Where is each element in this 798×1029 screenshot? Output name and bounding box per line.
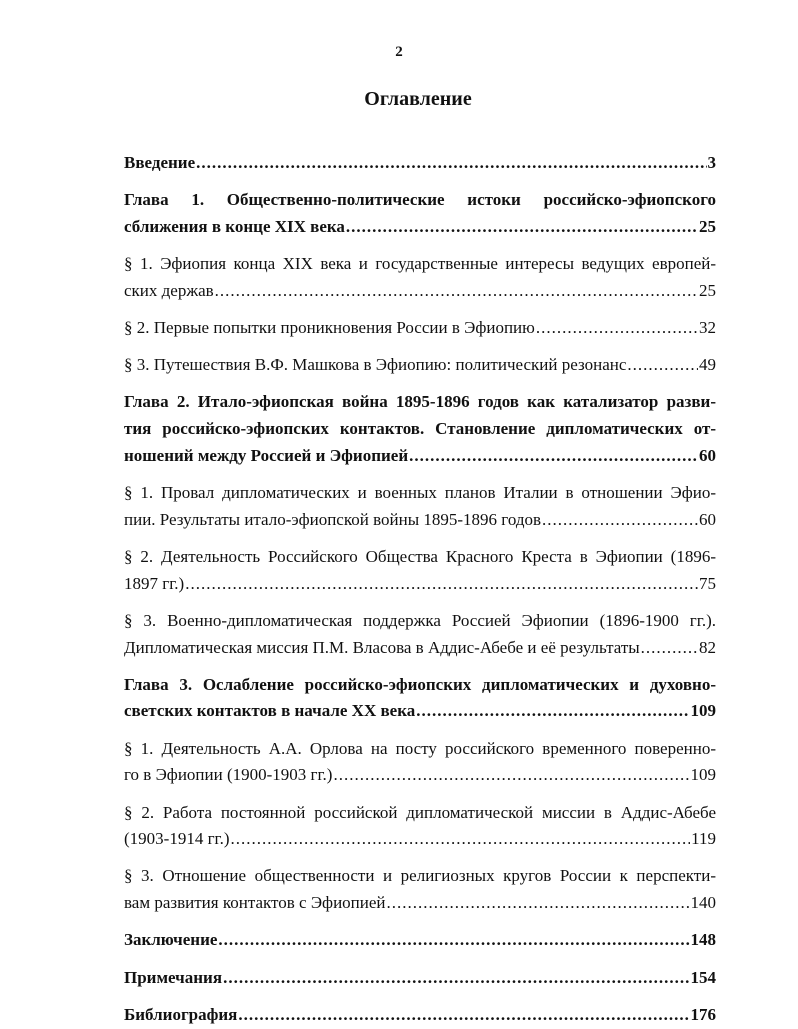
toc-entry-text: пии. Результаты итало-эфиопской войны 1895-1896 годов — [124, 509, 542, 529]
toc-entry-line — [124, 315, 716, 342]
dot-leader — [196, 150, 706, 177]
toc-page-number: 154 — [690, 967, 716, 987]
dot-leader — [542, 507, 698, 534]
dot-leader — [185, 571, 698, 598]
toc-entry-line — [124, 251, 716, 278]
toc-page-number: 109 — [690, 765, 716, 785]
dot-leader — [627, 352, 698, 379]
toc-entry-text: § 2. Деятельность Российского Общества Красного Креста в Эфиопии (1896- — [124, 546, 716, 566]
toc-entry-line — [124, 389, 716, 416]
toc-entry-text: тия российско-эфиопских контактов. Становление дипломатических от- — [124, 419, 716, 439]
dot-leader — [218, 927, 689, 954]
toc-page-number: 3 — [707, 153, 716, 172]
toc-entry-line — [124, 762, 716, 789]
dot-leader — [387, 890, 690, 917]
toc-entry-text: Глава 2. Итало-эфиопская война 1895-1896 годов как катализатор разви- — [124, 392, 716, 412]
toc-page-number: 32 — [699, 318, 716, 338]
toc-entry-text: § 3. Военно-дипломатическая поддержка Россией Эфиопии (1896-1900 гг.). — [124, 610, 716, 630]
toc-entry-text: § 2. Первые попытки проникновения России в Эфиопию — [124, 318, 535, 338]
toc-entry-text: Заключение — [124, 930, 218, 950]
toc-entry-line — [124, 608, 716, 635]
toc-page-number: 25 — [699, 216, 716, 236]
page-title: Оглавление — [364, 88, 472, 110]
toc-entry-text: § 1. Провал дипломатических и военных планов Италии в отношении Эфио- — [124, 483, 716, 503]
dot-leader — [641, 635, 698, 662]
toc-entry-line — [124, 863, 716, 890]
table-of-contents — [124, 150, 716, 1028]
toc-entry-line — [124, 826, 716, 853]
dot-leader — [215, 278, 698, 305]
toc-page-number: 140 — [690, 893, 716, 913]
toc-page-number: 60 — [699, 445, 716, 465]
toc-entry-text: Примечания — [124, 967, 223, 987]
toc-entry-line — [124, 698, 716, 725]
dot-leader — [231, 826, 691, 853]
toc-page-number: 60 — [699, 509, 716, 529]
toc-page-number: 75 — [699, 573, 716, 593]
dot-leader — [238, 1002, 689, 1029]
toc-entry-text: Глава 1. Общественно-политические истоки российско-эфиопского — [124, 190, 716, 210]
toc-entry-text: Библиография — [124, 1004, 238, 1024]
toc-entry-text: Введение — [124, 153, 196, 172]
toc-entry-line — [124, 544, 716, 571]
toc-page-number: 119 — [691, 829, 716, 849]
toc-entry-line — [124, 214, 716, 241]
toc-page-number: 49 — [699, 355, 716, 375]
toc-entry-line — [124, 187, 716, 214]
toc-entry-line — [124, 1002, 716, 1029]
toc-entry-text: § 1. Деятельность А.А. Орлова на посту российского временного поверенно- — [124, 738, 716, 758]
dot-leader — [223, 965, 689, 992]
toc-entry-line — [124, 571, 716, 598]
toc-entry-line — [124, 352, 716, 379]
toc-entry-text: § 1. Эфиопия конца XIX века и государственные интересы ведущих европей- — [124, 254, 716, 274]
toc-entry-text: § 2. Работа постоянной российской дипломатической миссии в Аддис-Абебе — [124, 802, 716, 822]
dot-leader — [333, 762, 689, 789]
toc-entry-line — [124, 480, 716, 507]
toc-page-number: 176 — [690, 1004, 716, 1024]
toc-entry-line — [124, 635, 716, 662]
toc-entry-text: ношений между Россией и Эфиопией — [124, 445, 409, 465]
toc-page-number: 109 — [690, 701, 716, 721]
toc-entry-text: § 3. Отношение общественности и религиозных кругов России к перспекти- — [124, 866, 716, 886]
dot-leader — [346, 214, 698, 241]
toc-entry-text: вам развития контактов с Эфиопией — [124, 893, 386, 913]
toc-page-number: 82 — [699, 637, 716, 657]
toc-entry-line — [124, 890, 716, 917]
toc-entry-text: ских держав — [124, 280, 214, 300]
toc-entry-text: го в Эфиопии (1900-1903 гг.) — [124, 765, 333, 785]
toc-entry-text: (1903-1914 гг.) — [124, 829, 230, 849]
toc-entry-line — [124, 416, 716, 443]
toc-page-number: 25 — [699, 280, 716, 300]
dot-leader — [416, 698, 689, 725]
toc-entry-line — [124, 927, 716, 954]
toc-entry-line — [124, 507, 716, 534]
toc-entry-text: § 3. Путешествия В.Ф. Машкова в Эфиопию: политический резонанс — [124, 355, 627, 375]
toc-entry-line — [124, 965, 716, 992]
page-number: 2 — [395, 44, 403, 60]
toc-page-number: 148 — [690, 930, 716, 950]
toc-entry-line — [124, 672, 716, 699]
toc-entry-text: 1897 гг.) — [124, 573, 185, 593]
toc-entry-line — [124, 800, 716, 827]
dot-leader — [409, 443, 698, 470]
toc-entry-text: Глава 3. Ослабление российско-эфиопских дипломатических и духовно- — [124, 674, 716, 694]
dot-leader — [536, 315, 698, 342]
toc-entry-line — [124, 150, 716, 177]
toc-entry-line — [124, 278, 716, 305]
toc-entry-line — [124, 736, 716, 763]
toc-entry-text: сближения в конце XIX века — [124, 216, 345, 236]
toc-entry-line — [124, 443, 716, 470]
toc-entry-text: Дипломатическая миссия П.М. Власова в Аддис-Абебе и её результаты — [124, 637, 640, 657]
toc-entry-text: светских контактов в начале XX века — [124, 701, 416, 721]
